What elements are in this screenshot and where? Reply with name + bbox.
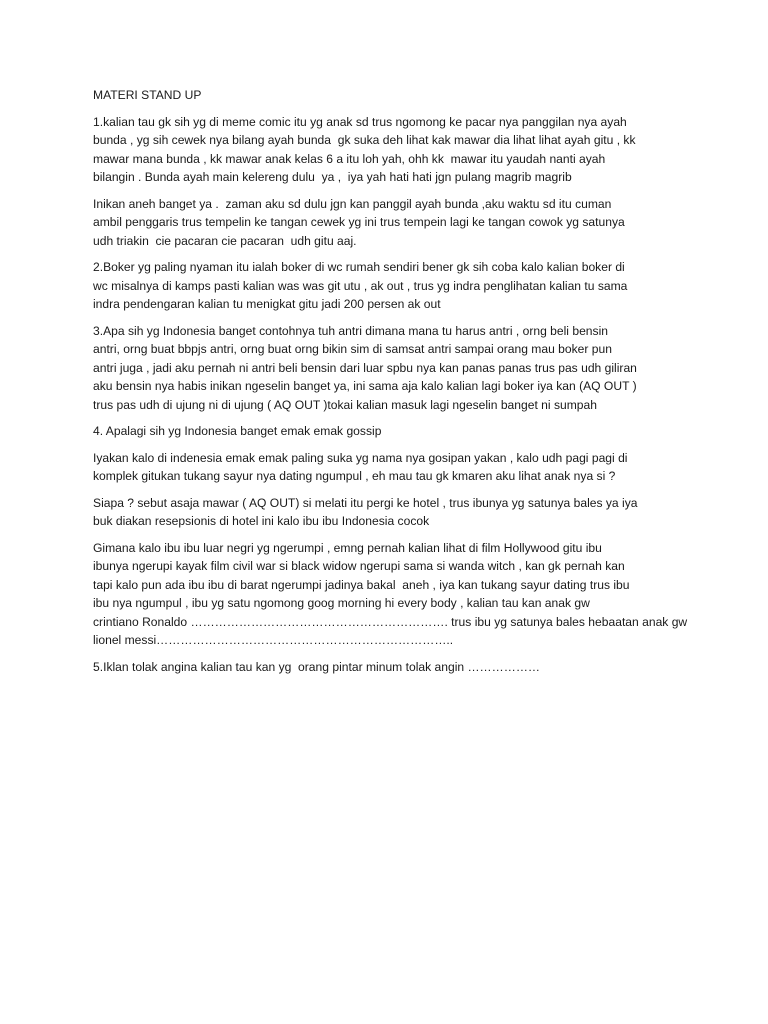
text-line: Gimana kalo ibu ibu luar negri yg ngerumpi , emng pernah kalian lihat di film Hollywood gitu ibu xyxy=(93,540,602,555)
text-line: trus pas udh di ujung ni di ujung ( AQ OUT )tokai kalian masuk lagi ngeselin banget ni sumpah xyxy=(93,397,597,412)
text-line: aku bensin nya habis inikan ngeselin banget ya, ini sama aja kalo kalian lagi boker iya kan (AQ OUT ) xyxy=(93,379,637,393)
document-body xyxy=(93,86,693,684)
paragraph xyxy=(93,449,693,486)
text-line: 2.Boker yg paling nyaman itu ialah boker di wc rumah sendiri bener gk sih coba kalo kalian boker di xyxy=(93,260,625,274)
text-line: mawar mana bunda , kk mawar anak kelas 6 a itu loh yah, ohh kk mawar itu yaudah nanti ayah xyxy=(93,151,606,166)
text-line: lionel messi……………………………………………………………….. xyxy=(93,633,454,647)
paragraph xyxy=(93,658,693,677)
text-line: ibunya ngerupi kayak film civil war si black widow ngerupi sama si wanda witch , kan gk pernah kan xyxy=(93,559,625,573)
text-line: tapi kalo pun ada ibu ibu di barat ngerumpi jadinya bakal aneh , iya kan tukang sayur dating trus ibu xyxy=(93,577,630,592)
text-line: indra pendengaran kalian tu menigkat gitu jadi 200 persen ak out xyxy=(93,297,441,311)
document-title: MATERI STAND UP xyxy=(93,88,202,102)
paragraph xyxy=(93,494,693,531)
text-line: udh triakin cie pacaran cie pacaran udh gitu aaj. xyxy=(93,233,357,248)
text-line: komplek gitukan tukang sayur nya dating ngumpul , eh mau tau gk kmaren aku lihat anak nya si ? xyxy=(93,469,616,483)
text-line: Iyakan kalo di indenesia emak emak paling suka yg nama nya gosipan yakan , kalo udh pagi pagi di xyxy=(93,450,628,465)
text-line: 1.kalian tau gk sih yg di meme comic itu yg anak sd trus ngomong ke pacar nya panggilan nya ayah xyxy=(93,114,627,129)
text-line: 5.Iklan tolak angina kalian tau kan yg orang pintar minum tolak angin ……………… xyxy=(93,659,541,674)
text-line: 3.Apa sih yg Indonesia banget contohnya tuh antri dimana mana tu harus antri , orng beli bensin xyxy=(93,323,608,338)
paragraph xyxy=(93,195,693,251)
text-line: bunda , yg sih cewek nya bilang ayah bunda gk suka deh lihat kak mawar dia lihat lihat ayah gitu , kk xyxy=(93,133,636,147)
paragraph xyxy=(93,258,693,314)
text-line: ibu nya ngumpul , ibu yg satu ngomong goog morning hi every body , kalian tau kan anak gw xyxy=(93,596,590,610)
text-line: ambil penggaris trus tempelin ke tangan cewek yg ini trus tempein lagi ke tangan cowok yg satunya xyxy=(93,215,625,229)
text-line: wc misalnya di kamps pasti kalian was was git utu , ak out , trus yg indra penglihatan kalian tu sama xyxy=(93,278,628,293)
text-line: antri juga , jadi aku pernah ni antri beli bensin dari luar spbu nya kan panas panas trus pas udh giliran xyxy=(93,360,637,375)
paragraph xyxy=(93,113,693,187)
text-line: Siapa ? sebut asaja mawar ( AQ OUT) si melati itu pergi ke hotel , trus ibunya yg satunya bales ya iya xyxy=(93,495,638,510)
paragraph-list xyxy=(93,113,693,677)
text-line: 4. Apalagi sih yg Indonesia banget emak emak gossip xyxy=(93,424,382,438)
paragraph xyxy=(93,322,693,415)
text-line: bilangin . Bunda ayah main kelereng dulu ya , iya yah hati hati jgn pulang magrib magrib xyxy=(93,170,572,184)
text-line: Inikan aneh banget ya . zaman aku sd dulu jgn kan panggil ayah bunda ,aku waktu sd itu cuman xyxy=(93,196,612,211)
paragraph xyxy=(93,539,693,650)
text-line: crintiano Ronaldo ………………………………………………………. trus ibu yg satunya bales hebaatan anak gw xyxy=(93,614,688,629)
paragraph xyxy=(93,422,693,441)
text-line: buk diakan resepsionis di hotel ini kalo ibu ibu Indonesia cocok xyxy=(93,514,430,528)
text-line: antri, orng buat bbpjs antri, orng buat orng bikin sim di samsat antri sampai orang mau boker pun xyxy=(93,342,612,356)
